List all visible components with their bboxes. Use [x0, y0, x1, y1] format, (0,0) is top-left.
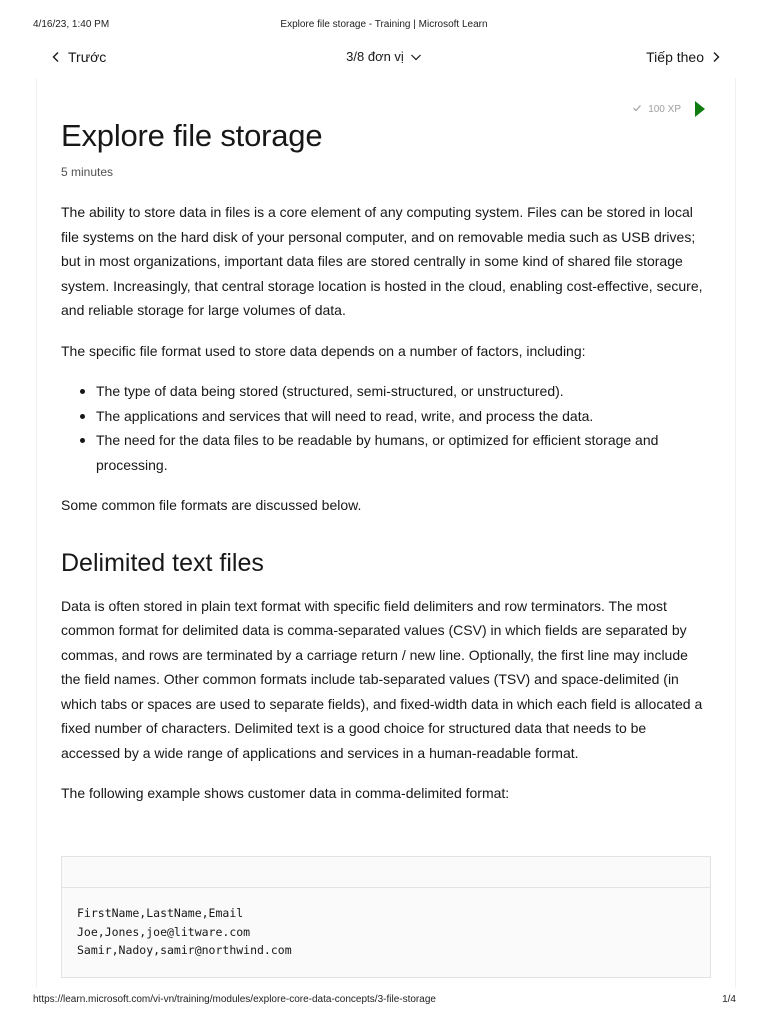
previous-unit-label: Trước	[68, 49, 107, 65]
code-block	[61, 856, 711, 978]
print-title: Explore file storage - Training | Microsoft Learn	[280, 19, 488, 30]
code-line: FirstName,LastName,Email	[77, 906, 244, 920]
check-icon	[632, 103, 642, 116]
formats-intro: Some common file formats are discussed below.	[61, 497, 362, 513]
section-heading: Delimited text files	[61, 548, 264, 577]
delimited-paragraph: Data is often stored in plain text format with specific field delimiters and row terminators. The most common format for delimited data is comma-separated values (CSV) in which fields are separated by commas, and rows are terminated by a carriage return / new line. Optionally, the first line may include the field names. Other common formats include tab-separated values (TSV) and space-delimited (in which tabs or spaces are used to separate fields), and fixed-width data in which each field is allocated a fixed number of characters. Delimited text is a good choice for structured data that needs to be accessed by a wide range of applications and services in a human-readable format.	[61, 597, 703, 761]
factors-list	[61, 379, 709, 477]
unit-progress-dropdown[interactable]	[36, 49, 732, 64]
next-unit-label: Tiếp theo	[646, 49, 704, 65]
code-block-header	[62, 857, 710, 888]
code-content[interactable]	[62, 888, 710, 976]
example-intro: The following example shows customer data in comma-delimited format:	[61, 785, 510, 801]
page-number: 1/4	[722, 994, 736, 1005]
article-content	[36, 78, 736, 988]
page-title: Explore file storage	[61, 118, 323, 153]
next-unit-link[interactable]	[646, 49, 722, 65]
duration-label: 5 minutes	[61, 165, 114, 179]
chevron-down-icon	[410, 51, 422, 63]
factors-paragraph: The specific file format used to store data depends on a number of factors, including:	[61, 342, 586, 359]
print-header	[0, 0, 768, 36]
page-url: https://learn.microsoft.com/vi-vn/training/modules/explore-core-data-concepts/3-file-storage	[33, 994, 436, 1005]
xp-badge	[632, 101, 705, 117]
print-date: 4/16/23, 1:40 PM	[33, 19, 110, 30]
unit-navigation	[36, 46, 732, 72]
play-icon[interactable]	[695, 101, 705, 117]
article-body	[61, 200, 709, 822]
intro-paragraph: The ability to store data in files is a core element of any computing system. Files can be stored in local file systems on the hard disk of your personal computer, and on removable media such as USB drives; but in most organizations, important data files are stored centrally in some kind of shared file storage system. Increasingly, that central storage location is hosted in the cloud, enabling cost-effective, secure, and reliable storage for large volumes of data.	[61, 204, 703, 318]
list-item: The type of data being stored (structured, semi-structured, or unstructured).	[61, 379, 709, 404]
xp-label: 100 XP	[648, 103, 681, 115]
list-item: The applications and services that will need to read, write, and process the data.	[61, 404, 709, 429]
unit-progress-label: 3/8 đơn vị	[346, 49, 404, 64]
chevron-right-icon	[710, 51, 722, 63]
list-item: The need for the data files to be readable by humans, or optimized for efficient storage and processing.	[61, 428, 709, 477]
code-line: Joe,Jones,joe@litware.com	[77, 924, 251, 939]
code-line: Samir,Nadoy,samir@northwind.com	[77, 943, 292, 957]
